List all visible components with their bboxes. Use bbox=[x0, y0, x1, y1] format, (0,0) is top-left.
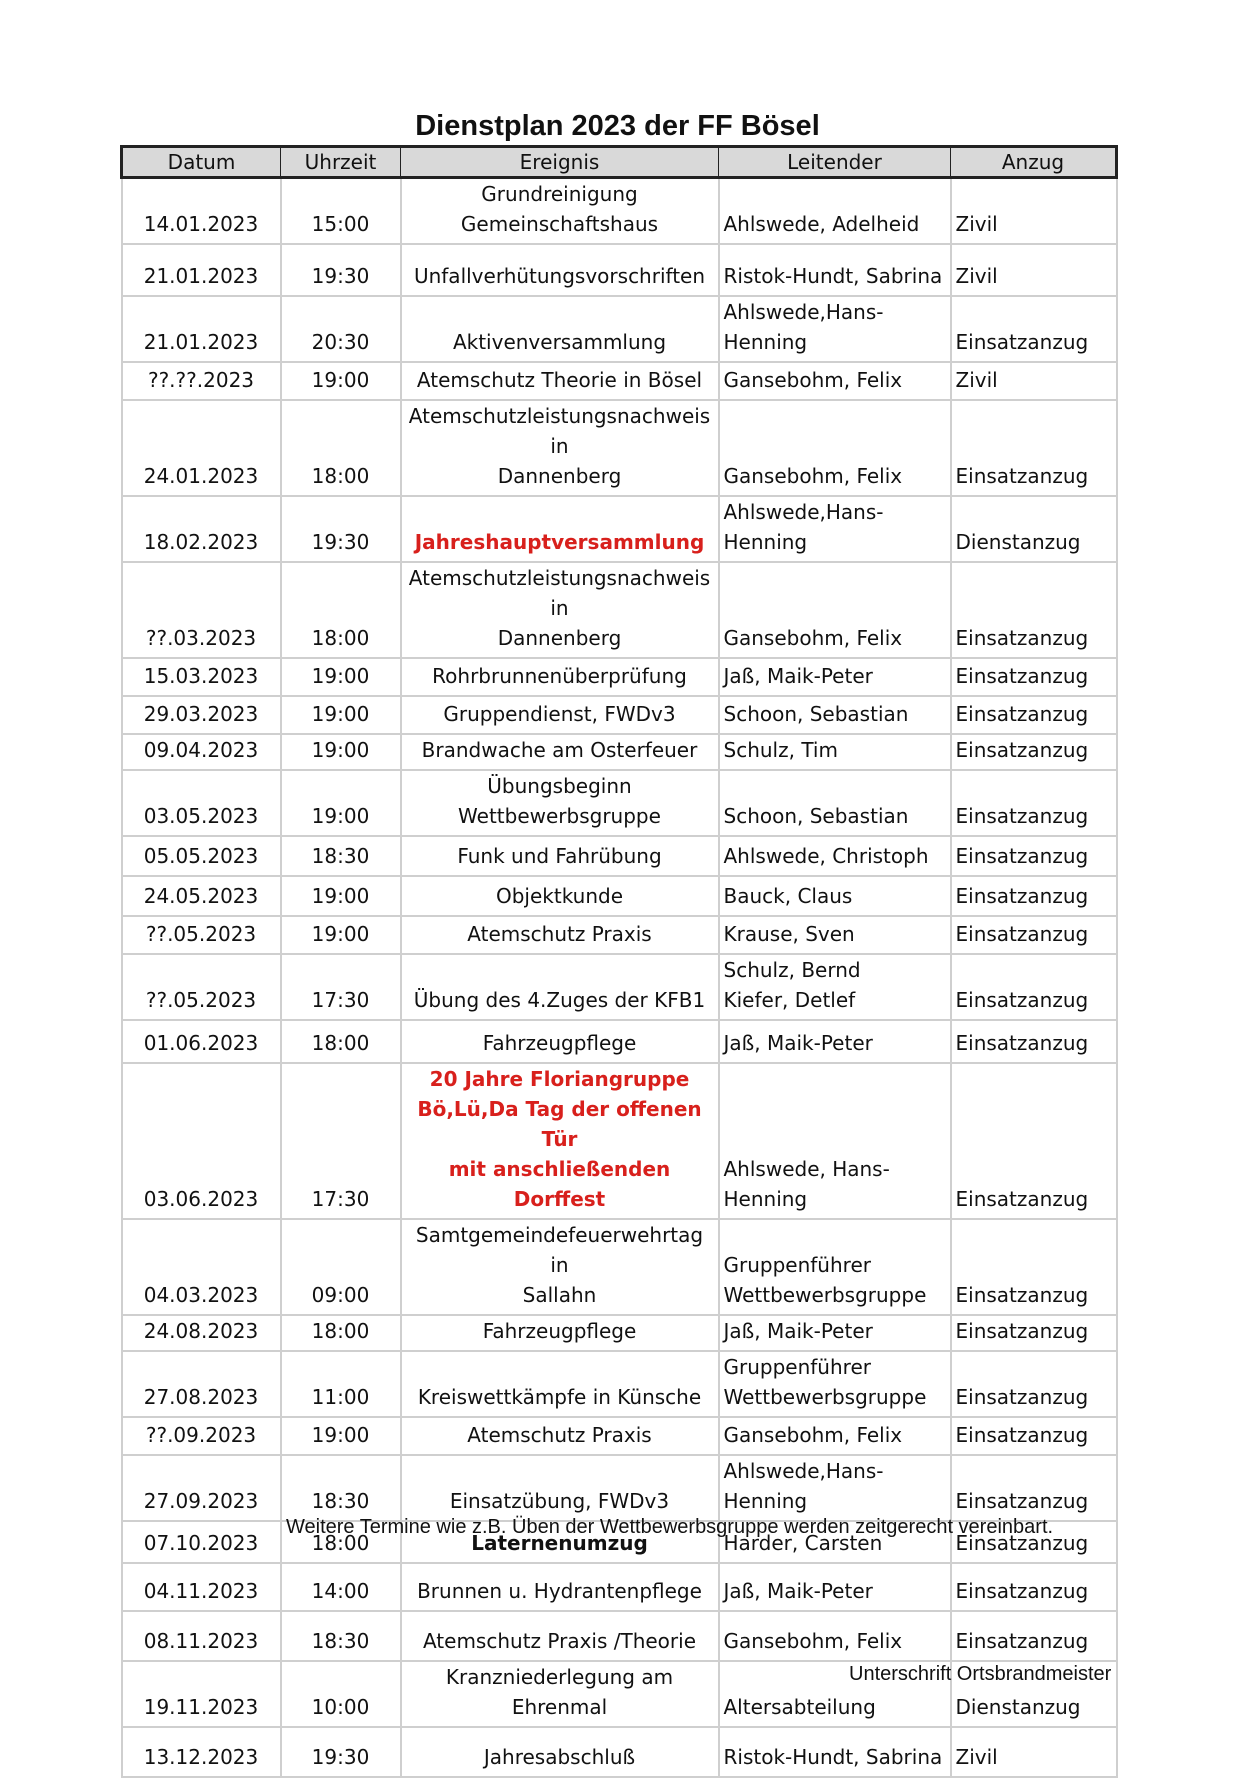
cell-anzug: Einsatzanzug bbox=[951, 562, 1117, 658]
cell-datum: 08.11.2023 bbox=[122, 1611, 281, 1661]
cell-leitender: Altersabteilung bbox=[719, 1661, 951, 1727]
cell-anzug: Einsatzanzug bbox=[951, 1219, 1117, 1315]
table-row bbox=[122, 296, 1117, 362]
cell-datum: 15.03.2023 bbox=[122, 658, 281, 696]
cell-ereignis: Gruppendienst, FWDv3 bbox=[401, 696, 719, 734]
column-header-uhrzeit: Uhrzeit bbox=[281, 147, 401, 178]
cell-uhrzeit: 18:00 bbox=[281, 1521, 401, 1563]
table-row bbox=[122, 496, 1117, 562]
cell-ereignis: Jahresabschluß bbox=[401, 1727, 719, 1777]
cell-anzug: Einsatzanzug bbox=[951, 1611, 1117, 1661]
cell-datum: 07.10.2023 bbox=[122, 1521, 281, 1563]
cell-datum: 14.01.2023 bbox=[122, 178, 281, 245]
cell-datum: 24.08.2023 bbox=[122, 1315, 281, 1351]
cell-datum: 24.01.2023 bbox=[122, 400, 281, 496]
cell-leitender: Gansebohm, Felix bbox=[719, 562, 951, 658]
cell-uhrzeit: 11:00 bbox=[281, 1351, 401, 1417]
cell-datum: 24.05.2023 bbox=[122, 876, 281, 916]
cell-leitender: Ahlswede,Hans- Henning bbox=[719, 1455, 951, 1521]
table-row bbox=[122, 1351, 1117, 1417]
cell-leitender: Schulz, Bernd Kiefer, Detlef bbox=[719, 954, 951, 1020]
cell-anzug: Einsatzanzug bbox=[951, 734, 1117, 770]
column-header-datum: Datum bbox=[122, 147, 281, 178]
cell-datum: 29.03.2023 bbox=[122, 696, 281, 734]
cell-uhrzeit: 20:30 bbox=[281, 296, 401, 362]
cell-leitender: Gansebohm, Felix bbox=[719, 400, 951, 496]
cell-anzug: Einsatzanzug bbox=[951, 658, 1117, 696]
cell-anzug: Einsatzanzug bbox=[951, 1063, 1117, 1219]
table-row bbox=[122, 1611, 1117, 1661]
cell-datum: 04.11.2023 bbox=[122, 1563, 281, 1611]
cell-uhrzeit: 18:00 bbox=[281, 1020, 401, 1063]
cell-uhrzeit: 19:00 bbox=[281, 1417, 401, 1455]
cell-uhrzeit: 19:00 bbox=[281, 734, 401, 770]
cell-uhrzeit: 09:00 bbox=[281, 1219, 401, 1315]
cell-anzug: Einsatzanzug bbox=[951, 1351, 1117, 1417]
cell-datum: 09.04.2023 bbox=[122, 734, 281, 770]
cell-leitender: Ristok-Hundt, Sabrina bbox=[719, 1727, 951, 1777]
cell-uhrzeit: 19:00 bbox=[281, 916, 401, 954]
cell-anzug: Einsatzanzug bbox=[951, 296, 1117, 362]
cell-leitender: Jaß, Maik-Peter bbox=[719, 1020, 951, 1063]
cell-uhrzeit: 14:00 bbox=[281, 1563, 401, 1611]
cell-uhrzeit: 18:30 bbox=[281, 836, 401, 876]
cell-ereignis: Atemschutzleistungsnachweis in Dannenberg bbox=[401, 400, 719, 496]
column-header-anzug: Anzug bbox=[951, 147, 1117, 178]
cell-ereignis: Übung des 4.Zuges der KFB1 bbox=[401, 954, 719, 1020]
table-row bbox=[122, 362, 1117, 400]
cell-leitender: Gruppenführer Wettbewerbsgruppe bbox=[719, 1351, 951, 1417]
table-row bbox=[122, 1727, 1117, 1777]
cell-leitender: Gruppenführer Wettbewerbsgruppe bbox=[719, 1219, 951, 1315]
cell-uhrzeit: 19:00 bbox=[281, 876, 401, 916]
cell-leitender: Harder, Carsten bbox=[719, 1521, 951, 1563]
cell-leitender: Jaß, Maik-Peter bbox=[719, 658, 951, 696]
cell-uhrzeit: 17:30 bbox=[281, 1063, 401, 1219]
cell-leitender: Ahlswede, Adelheid bbox=[719, 178, 951, 245]
cell-datum: 27.09.2023 bbox=[122, 1455, 281, 1521]
cell-anzug: Dienstanzug bbox=[951, 496, 1117, 562]
cell-anzug: Einsatzanzug bbox=[951, 1521, 1117, 1563]
cell-datum: ??.09.2023 bbox=[122, 1417, 281, 1455]
cell-anzug: Zivil bbox=[951, 1727, 1117, 1777]
cell-datum: 27.08.2023 bbox=[122, 1351, 281, 1417]
cell-datum: 03.05.2023 bbox=[122, 770, 281, 836]
table-row bbox=[122, 1219, 1117, 1315]
table-row bbox=[122, 954, 1117, 1020]
cell-ereignis: Atemschutzleistungsnachweis in Dannenberg bbox=[401, 562, 719, 658]
table-row bbox=[122, 1417, 1117, 1455]
table-row bbox=[122, 1315, 1117, 1351]
cell-leitender: Ahlswede, Hans- Henning bbox=[719, 1063, 951, 1219]
cell-anzug: Zivil bbox=[951, 244, 1117, 296]
cell-datum: ??.05.2023 bbox=[122, 954, 281, 1020]
cell-uhrzeit: 19:30 bbox=[281, 1727, 401, 1777]
cell-uhrzeit: 19:30 bbox=[281, 496, 401, 562]
cell-ereignis: Samtgemeindefeuerwehrtag in Sallahn bbox=[401, 1219, 719, 1315]
cell-anzug: Einsatzanzug bbox=[951, 400, 1117, 496]
cell-ereignis: Fahrzeugpflege bbox=[401, 1020, 719, 1063]
cell-anzug: Einsatzanzug bbox=[951, 1563, 1117, 1611]
footer-note: Weitere Termine wie z.B. Üben der Wettbewerbsgruppe werden zeitgerecht vereinbart. bbox=[286, 1516, 1054, 1538]
cell-anzug: Zivil bbox=[951, 178, 1117, 245]
table-row bbox=[122, 836, 1117, 876]
cell-ereignis: Rohrbrunnenüberprüfung bbox=[401, 658, 719, 696]
cell-datum: 04.03.2023 bbox=[122, 1219, 281, 1315]
cell-leitender: Ahlswede, Christoph bbox=[719, 836, 951, 876]
table-row bbox=[122, 770, 1117, 836]
cell-anzug: Einsatzanzug bbox=[951, 836, 1117, 876]
table-row bbox=[122, 1455, 1117, 1521]
table-row bbox=[122, 916, 1117, 954]
cell-anzug: Einsatzanzug bbox=[951, 696, 1117, 734]
cell-leitender: Schoon, Sebastian bbox=[719, 696, 951, 734]
cell-leitender: Jaß, Maik-Peter bbox=[719, 1315, 951, 1351]
cell-ereignis: Einsatzübung, FWDv3 bbox=[401, 1455, 719, 1521]
cell-leitender: Schoon, Sebastian bbox=[719, 770, 951, 836]
cell-uhrzeit: 19:00 bbox=[281, 362, 401, 400]
cell-uhrzeit: 17:30 bbox=[281, 954, 401, 1020]
cell-anzug: Einsatzanzug bbox=[951, 770, 1117, 836]
cell-leitender: Schulz, Tim bbox=[719, 734, 951, 770]
cell-uhrzeit: 19:30 bbox=[281, 244, 401, 296]
table-row bbox=[122, 1063, 1117, 1219]
column-header-ereignis: Ereignis bbox=[401, 147, 719, 178]
cell-ereignis: 20 Jahre Floriangruppe Bö,Lü,Da Tag der offenen Tür mit anschließenden Dorffest bbox=[401, 1063, 719, 1219]
cell-uhrzeit: 15:00 bbox=[281, 178, 401, 245]
cell-leitender: Ristok-Hundt, Sabrina bbox=[719, 244, 951, 296]
cell-leitender: Jaß, Maik-Peter bbox=[719, 1563, 951, 1611]
table-row bbox=[122, 696, 1117, 734]
cell-datum: 19.11.2023 bbox=[122, 1661, 281, 1727]
cell-datum: ??.??.2023 bbox=[122, 362, 281, 400]
cell-anzug: Zivil bbox=[951, 362, 1117, 400]
page-title: Dienstplan 2023 der FF Bösel bbox=[415, 110, 820, 142]
cell-anzug: Einsatzanzug bbox=[951, 916, 1117, 954]
cell-ereignis: Atemschutz Praxis bbox=[401, 916, 719, 954]
cell-ereignis: Aktivenversammlung bbox=[401, 296, 719, 362]
cell-anzug: Einsatzanzug bbox=[951, 876, 1117, 916]
cell-ereignis: Objektkunde bbox=[401, 876, 719, 916]
cell-uhrzeit: 18:00 bbox=[281, 562, 401, 658]
cell-datum: 18.02.2023 bbox=[122, 496, 281, 562]
cell-anzug: Einsatzanzug bbox=[951, 1020, 1117, 1063]
table-row bbox=[122, 876, 1117, 916]
cell-ereignis: Unfallverhütungsvorschriften bbox=[401, 244, 719, 296]
cell-datum: ??.05.2023 bbox=[122, 916, 281, 954]
cell-ereignis: Atemschutz Theorie in Bösel bbox=[401, 362, 719, 400]
cell-leitender: Gansebohm, Felix bbox=[719, 1611, 951, 1661]
cell-uhrzeit: 18:00 bbox=[281, 1315, 401, 1351]
cell-ereignis: Brandwache am Osterfeuer bbox=[401, 734, 719, 770]
table-row bbox=[122, 1020, 1117, 1063]
cell-ereignis: Kreiswettkämpfe in Künsche bbox=[401, 1351, 719, 1417]
cell-uhrzeit: 18:30 bbox=[281, 1611, 401, 1661]
cell-ereignis: Jahreshauptversammlung bbox=[401, 496, 719, 562]
cell-ereignis: Übungsbeginn Wettbewerbsgruppe bbox=[401, 770, 719, 836]
cell-datum: 21.01.2023 bbox=[122, 244, 281, 296]
cell-ereignis: Grundreinigung Gemeinschaftshaus bbox=[401, 178, 719, 245]
cell-uhrzeit: 19:00 bbox=[281, 770, 401, 836]
cell-anzug: Einsatzanzug bbox=[951, 1455, 1117, 1521]
cell-uhrzeit: 19:00 bbox=[281, 658, 401, 696]
cell-anzug: Einsatzanzug bbox=[951, 1315, 1117, 1351]
cell-datum: 05.05.2023 bbox=[122, 836, 281, 876]
cell-leitender: Bauck, Claus bbox=[719, 876, 951, 916]
table-row bbox=[122, 244, 1117, 296]
cell-anzug: Dienstanzug bbox=[951, 1661, 1117, 1727]
cell-ereignis: Atemschutz Praxis /Theorie bbox=[401, 1611, 719, 1661]
cell-ereignis: Funk und Fahrübung bbox=[401, 836, 719, 876]
column-header-leitender: Leitender bbox=[719, 147, 951, 178]
table-row bbox=[122, 400, 1117, 496]
cell-leitender: Ahlswede,Hans- Henning bbox=[719, 296, 951, 362]
cell-ereignis: Atemschutz Praxis bbox=[401, 1417, 719, 1455]
cell-uhrzeit: 18:30 bbox=[281, 1455, 401, 1521]
table-row bbox=[122, 178, 1117, 245]
table-row bbox=[122, 562, 1117, 658]
table-row bbox=[122, 1563, 1117, 1611]
cell-leitender: Gansebohm, Felix bbox=[719, 1417, 951, 1455]
cell-uhrzeit: 19:00 bbox=[281, 696, 401, 734]
cell-ereignis: Fahrzeugpflege bbox=[401, 1315, 719, 1351]
table-row bbox=[122, 734, 1117, 770]
cell-ereignis: Kranzniederlegung am Ehrenmal bbox=[401, 1661, 719, 1727]
cell-datum: 13.12.2023 bbox=[122, 1727, 281, 1777]
cell-uhrzeit: 10:00 bbox=[281, 1661, 401, 1727]
cell-uhrzeit: 18:00 bbox=[281, 400, 401, 496]
cell-leitender: Ahlswede,Hans- Henning bbox=[719, 496, 951, 562]
cell-datum: 03.06.2023 bbox=[122, 1063, 281, 1219]
cell-ereignis: Laternenumzug bbox=[401, 1521, 719, 1563]
cell-datum: ??.03.2023 bbox=[122, 562, 281, 658]
cell-datum: 21.01.2023 bbox=[122, 296, 281, 362]
cell-leitender: Krause, Sven bbox=[719, 916, 951, 954]
cell-leitender: Gansebohm, Felix bbox=[719, 362, 951, 400]
cell-anzug: Einsatzanzug bbox=[951, 954, 1117, 1020]
cell-anzug: Einsatzanzug bbox=[951, 1417, 1117, 1455]
table-header-row bbox=[122, 147, 1117, 178]
signature-label: Unterschrift Ortsbrandmeister bbox=[849, 1663, 1112, 1685]
cell-datum: 01.06.2023 bbox=[122, 1020, 281, 1063]
table-row bbox=[122, 658, 1117, 696]
cell-ereignis: Brunnen u. Hydrantenpflege bbox=[401, 1563, 719, 1611]
